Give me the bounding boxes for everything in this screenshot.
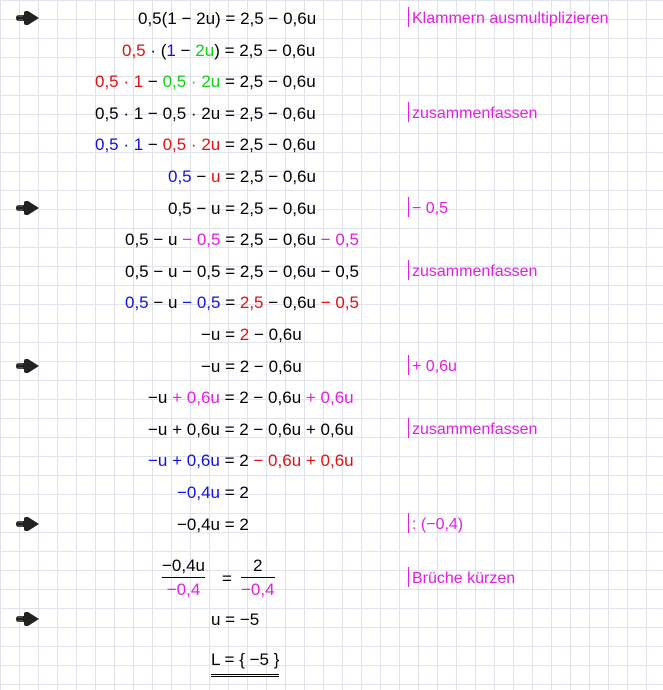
equation [125,291,359,315]
equation-term: 0,5 · 1 [95,72,144,92]
fraction [241,555,275,600]
equation-term: −0,4u = 2 [177,514,249,534]
equation [177,513,249,537]
equation [168,197,316,221]
equation [95,70,316,94]
equation-term: 0,5 [125,293,149,313]
pointer-hand-icon [14,200,40,216]
comment-text: Klammern ausmultiplizieren [412,10,609,27]
step-comment [408,567,515,591]
equation-term: − 0,6u + 0,6u [253,451,354,471]
comment-text: zusammenfassen [412,420,538,438]
equation-row [0,384,663,412]
equation [95,102,316,126]
step-comment [408,260,537,284]
pointer-hand-icon [14,611,40,627]
step-comment [408,513,463,537]
comment-bar [408,102,409,122]
equation-term: −u + 0,6u = 2 − 0,6u + 0,6u [148,419,354,439]
equation-term: · [145,40,161,60]
equation [138,7,316,31]
equation-term: 0,5 [168,167,192,186]
comment-bar [408,7,409,27]
equation-term: = 2,5 − 0,6u [220,230,316,250]
equation-row [0,163,663,191]
equation-term: u [211,167,221,186]
equation-term: 0,5 · 2u [162,72,221,92]
equation-term: 0,5 [122,40,146,60]
comment-text: zusammenfassen [412,104,538,122]
equation-term: − [175,40,196,60]
pointer-hand-icon [14,10,40,26]
equation-term: −0,4u [177,483,221,502]
step-comment [408,197,448,221]
comment-bar [408,513,409,533]
solution-set [211,648,279,677]
equation-row [0,68,663,96]
equation-row [0,195,663,223]
equation-row [0,353,663,381]
equation-row [0,100,663,128]
equation-term: −u [148,388,168,408]
equation-term: 0,5 − u [125,230,178,250]
equation-term: − [143,135,163,155]
pointer-hand-icon [14,516,40,532]
pointer-hand-icon [14,358,40,374]
equation [148,386,354,410]
fraction-line [162,577,205,578]
equation-term: = 2 [220,483,249,502]
equation-term: = 2 − 0,6u [219,388,302,408]
equation-term: 1 [166,40,176,60]
equation-term: = 2,5 − 0,6u [220,72,316,92]
equation-term: − [191,167,212,186]
equation-term: + 0,6u [301,388,354,408]
step-comment [408,355,457,379]
equation-row [0,289,663,317]
comment-text: − 0,5 [412,199,449,217]
fraction [162,555,205,600]
equation [125,260,359,284]
equation-row [0,321,663,349]
comment-bar [408,260,409,280]
equation-row [0,226,663,254]
equation-row [0,258,663,286]
equation-term: = 2 [219,451,254,471]
equation [148,418,354,442]
equation-row [0,447,663,475]
result-row [0,606,663,634]
equation-term: − 0,6u [263,293,321,313]
equation-term: − 0,5 [315,230,359,250]
equation-term: −u + 0,6u [148,451,220,471]
comment-bar [408,197,409,217]
equation-term: u = −5 [211,610,260,629]
equation-term: − 0,5 [182,293,221,313]
equation-term: 0,5 · 2u [162,135,221,155]
equation-term: ( [160,40,167,60]
comment-text: Brüche kürzen [412,570,516,587]
result-equation [211,608,259,632]
equation-row [0,131,663,159]
step-comment [408,418,537,442]
equation-term: 0,5 · 1 [95,135,144,155]
equation-term: − [143,72,163,92]
fraction-row [0,555,663,605]
equation-term: − 0,5 [177,230,221,250]
equation [177,481,249,505]
equation-row [0,37,663,65]
equation-term: −u = 2 − 0,6u [201,356,302,376]
comment-text: zusammenfassen [412,262,538,280]
equation-term: 0,5 − u = 2,5 − 0,6u [168,198,316,218]
comment-text: : (−0,4) [412,515,464,533]
equation-term: 0,5 − u − 0,5 = 2,5 − 0,6u − 0,5 [125,261,359,281]
equation-row [0,479,663,507]
equation-term: −u = [201,325,240,344]
equation-term: 2 [239,325,250,344]
equation-term: = 2,5 − 0,6u [220,135,316,155]
equation-term: − 0,5 [320,293,359,313]
equation-row [0,511,663,539]
equation [201,355,302,379]
equation [95,133,316,157]
equation [148,449,354,473]
equation-term: − 0,6u [249,325,302,344]
equation-term: + 0,6u [167,388,220,408]
step-comment [408,7,609,31]
equals-sign: = [222,569,232,588]
equation-term: 0,5 · 1 − 0,5 · 2u = 2,5 − 0,6u [95,103,316,123]
equation-row [0,5,663,33]
fraction-denominator: −0,4 [241,580,275,599]
fraction-line [241,577,275,578]
fraction-numerator: 2 [253,556,263,575]
equation [122,39,315,63]
equation-term: = 2,5 − 0,6u [220,167,316,186]
equation-term: = [220,293,240,313]
fraction-numerator: −0,4u [162,556,206,575]
equation-row [0,416,663,444]
step-comment [408,102,537,126]
equation-term: 2u [195,40,215,60]
equation [125,228,359,252]
solution-row [0,646,663,682]
comment-bar [408,418,409,438]
equation-term: 2,5 [239,293,264,313]
fraction-denominator: −0,4 [166,580,201,599]
equation-term: L = { −5 } [211,650,280,669]
comment-bar [408,355,409,375]
equation [168,165,316,189]
comment-text: + 0,6u [412,357,457,375]
equation [201,323,302,347]
equation-term: − u [148,293,183,313]
equation-term: ) = 2,5 − 0,6u [214,40,316,60]
equation-term: 0,5(1 − 2u) = 2,5 − 0,6u [138,9,317,28]
comment-bar [408,567,409,587]
